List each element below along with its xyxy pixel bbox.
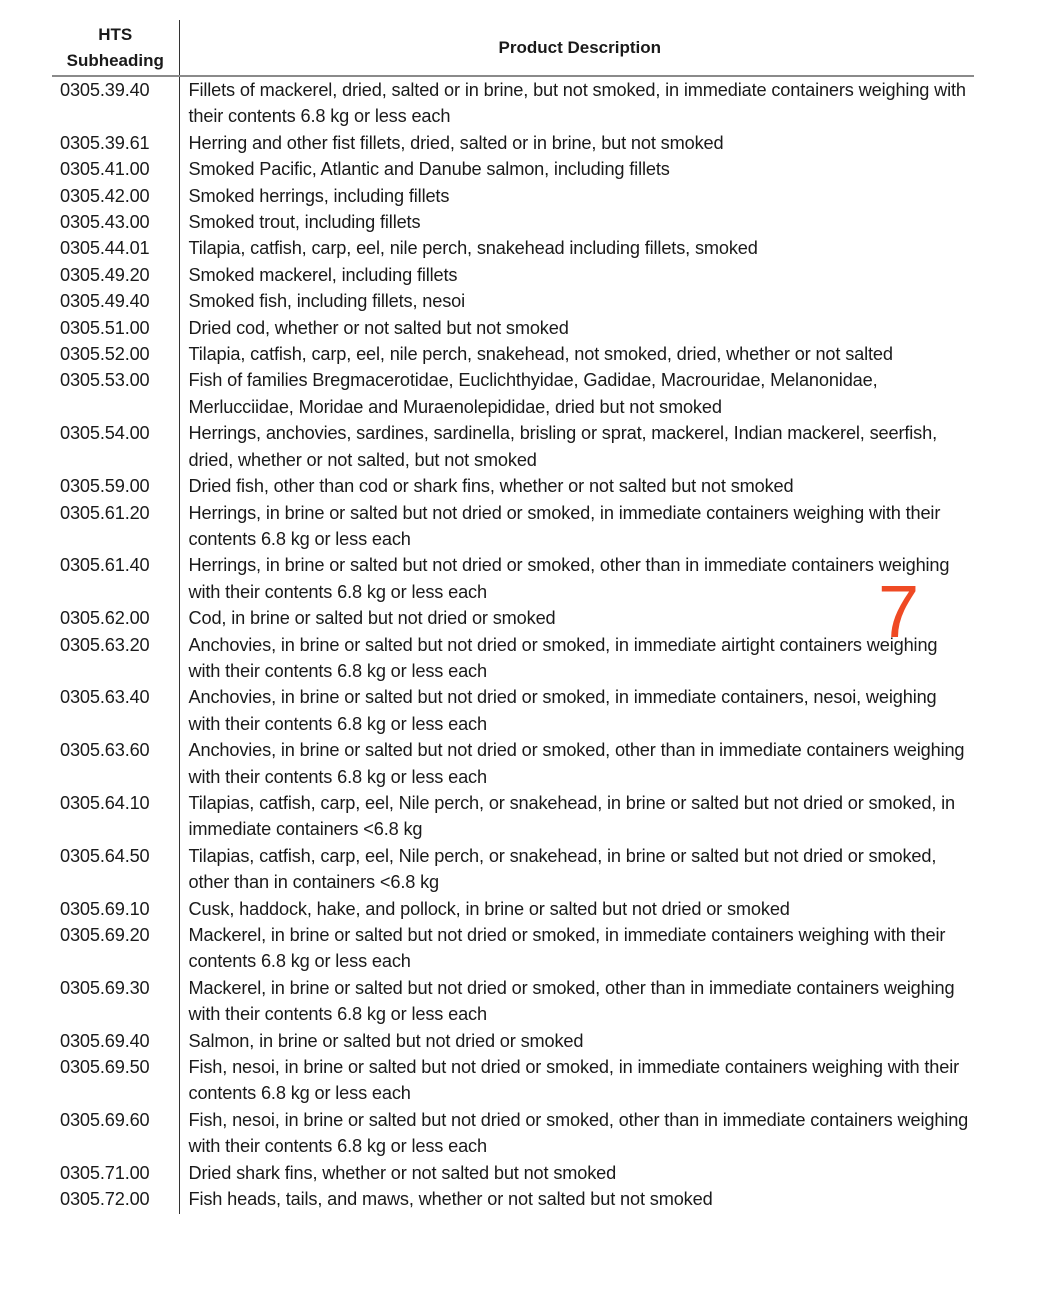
product-description-cell: Herrings, in brine or salted but not dried or smoked, other than in immediate containers weighing with their contents 6.8 kg or less each: [188, 555, 950, 602]
table-row: [52, 130, 974, 156]
table-row: [52, 737, 974, 790]
product-description-cell: Dried fish, other than cod or shark fins, whether or not salted but not smoked: [188, 476, 794, 497]
column-header-hts-subheading: [52, 20, 179, 76]
hts-code-cell: 0305.64.10: [52, 790, 179, 843]
hts-code-cell: 0305.63.60: [52, 737, 179, 790]
table-row: [52, 156, 974, 182]
product-description-cell: Anchovies, in brine or salted but not dried or smoked, other than in immediate containers weighing with their contents 6.8 kg or less each: [188, 740, 965, 787]
hts-code-cell: 0305.63.20: [52, 632, 179, 685]
product-description-cell: Smoked mackerel, including fillets: [188, 264, 458, 285]
hts-code-cell: 0305.49.40: [52, 288, 179, 314]
product-description-cell: Herring and other fist fillets, dried, salted or in brine, but not smoked: [188, 132, 724, 153]
product-description-cell: Fish of families Bregmacerotidae, Euclichthyidae, Gadidae, Macrouridae, Melanonidae, Merlucciidae, Moridae and Muraenolepididae, dried but not smoked: [188, 370, 878, 417]
table-row: [52, 684, 974, 737]
table-row: [52, 632, 974, 685]
hts-code-cell: 0305.51.00: [52, 315, 179, 341]
hts-code-cell: 0305.54.00: [52, 420, 179, 473]
hts-code-cell: 0305.41.00: [52, 156, 179, 182]
product-description-cell: Smoked trout, including fillets: [188, 212, 421, 233]
table-row: [52, 1054, 974, 1107]
table-row: [52, 235, 974, 261]
table-row: [52, 605, 974, 631]
hts-code-cell: 0305.49.20: [52, 262, 179, 288]
table-row: [52, 288, 974, 314]
product-description-cell: Smoked fish, including fillets, nesoi: [188, 291, 465, 312]
hts-code-cell: 0305.64.50: [52, 843, 179, 896]
hts-code-cell: 0305.39.40: [52, 76, 179, 130]
hts-code-cell: 0305.53.00: [52, 367, 179, 420]
product-description-cell: Smoked herrings, including fillets: [188, 185, 450, 206]
product-description-cell: Fish, nesoi, in brine or salted but not dried or smoked, other than in immediate containers weighing with their contents 6.8 kg or less each: [188, 1109, 969, 1157]
product-description-cell: Cod, in brine or salted but not dried or smoked: [188, 608, 556, 629]
table-row: [52, 76, 974, 130]
table-row: [52, 420, 974, 473]
product-description-cell: Tilapia, catfish, carp, eel, nile perch, snakehead including fillets, smoked: [188, 238, 758, 259]
table-row: [52, 1028, 974, 1054]
table-row: [52, 552, 974, 605]
header-code-line2: Subheading: [66, 51, 164, 70]
hts-code-cell: 0305.52.00: [52, 341, 179, 367]
hts-code-cell: 0305.42.00: [52, 183, 179, 209]
table-row: [52, 500, 974, 553]
page-number: 7: [878, 570, 920, 653]
product-description-cell: Fish, nesoi, in brine or salted but not dried or smoked, in immediate containers weighing with their contents 6.8 kg or less each: [188, 1057, 959, 1104]
product-description-cell: Fillets of mackerel, dried, salted or in brine, but not smoked, in immediate containers weighing with their contents 6.8 kg or less each: [188, 80, 966, 127]
table-row: [52, 1160, 974, 1186]
hts-code-cell: 0305.69.50: [52, 1054, 179, 1107]
table-row: [52, 922, 974, 975]
product-description-cell: Salmon, in brine or salted but not dried or smoked: [188, 1030, 584, 1051]
table-row: [52, 1186, 974, 1214]
table-row: [52, 262, 974, 288]
product-description-cell: Tilapias, catfish, carp, eel, Nile perch, or snakehead, in brine or salted but not dried or smoked, in immediate containers <6.8 kg: [188, 792, 955, 840]
table-row: [52, 367, 974, 420]
column-header-product-description: Product Description: [179, 20, 974, 76]
hts-table: [52, 20, 974, 1214]
hts-code-cell: 0305.61.40: [52, 552, 179, 605]
document-page: [52, 20, 974, 1214]
product-description-cell: Tilapia, catfish, carp, eel, nile perch, snakehead, not smoked, dried, whether or not salted: [188, 344, 893, 365]
product-description-cell: Cusk, haddock, hake, and pollock, in brine or salted but not dried or smoked: [188, 898, 790, 919]
hts-code-cell: 0305.44.01: [52, 235, 179, 261]
hts-code-cell: 0305.69.30: [52, 975, 179, 1028]
table-row: [52, 341, 974, 367]
hts-code-cell: 0305.43.00: [52, 209, 179, 235]
table-row: [52, 209, 974, 235]
product-description-cell: Anchovies, in brine or salted but not dried or smoked, in immediate containers, nesoi, weighing with their contents 6.8 kg or less each: [188, 687, 937, 734]
table-row: [52, 896, 974, 922]
table-row: [52, 473, 974, 499]
hts-code-cell: 0305.69.10: [52, 896, 179, 922]
product-description-cell: Herrings, anchovies, sardines, sardinella, brisling or sprat, mackerel, Indian mackerel, seerfish, dried, whether or not salted, but not smoked: [188, 423, 937, 470]
table-row: [52, 843, 974, 896]
product-description-cell: Dried shark fins, whether or not salted but not smoked: [188, 1162, 617, 1183]
hts-code-cell: 0305.72.00: [52, 1186, 179, 1214]
product-description-cell: Mackerel, in brine or salted but not dried or smoked, other than in immediate containers weighing with their contents 6.8 kg or less each: [188, 977, 955, 1025]
hts-code-cell: 0305.69.20: [52, 922, 179, 975]
hts-code-cell: 0305.71.00: [52, 1160, 179, 1186]
hts-code-cell: 0305.59.00: [52, 473, 179, 499]
product-description-cell: Dried cod, whether or not salted but not smoked: [188, 317, 569, 338]
table-row: [52, 790, 974, 843]
table-header: [52, 20, 974, 76]
hts-code-cell: 0305.62.00: [52, 605, 179, 631]
table-row: [52, 183, 974, 209]
header-code-line1: HTS: [98, 25, 133, 44]
product-description-cell: Smoked Pacific, Atlantic and Danube salmon, including fillets: [188, 159, 670, 180]
table-row: [52, 975, 974, 1028]
hts-code-cell: 0305.63.40: [52, 684, 179, 737]
hts-code-cell: 0305.39.61: [52, 130, 179, 156]
product-description-cell: Herrings, in brine or salted but not dried or smoked, in immediate containers weighing with their contents 6.8 kg or less each: [188, 502, 941, 549]
hts-code-cell: 0305.61.20: [52, 500, 179, 553]
product-description-cell: Fish heads, tails, and maws, whether or not salted but not smoked: [188, 1189, 713, 1210]
product-description-cell: Mackerel, in brine or salted but not dried or smoked, in immediate containers weighing with their contents 6.8 kg or less each: [188, 925, 946, 972]
product-description-cell: Anchovies, in brine or salted but not dried or smoked, in immediate airtight containers weighing with their contents 6.8 kg or less each: [188, 634, 938, 681]
table-row: [52, 315, 974, 341]
hts-code-cell: 0305.69.60: [52, 1107, 179, 1160]
table-body: [52, 76, 974, 1214]
table-row: [52, 1107, 974, 1160]
hts-code-cell: 0305.69.40: [52, 1028, 179, 1054]
product-description-cell: Tilapias, catfish, carp, eel, Nile perch, or snakehead, in brine or salted but not dried or smoked, other than in containers <6.8 kg: [188, 845, 937, 893]
